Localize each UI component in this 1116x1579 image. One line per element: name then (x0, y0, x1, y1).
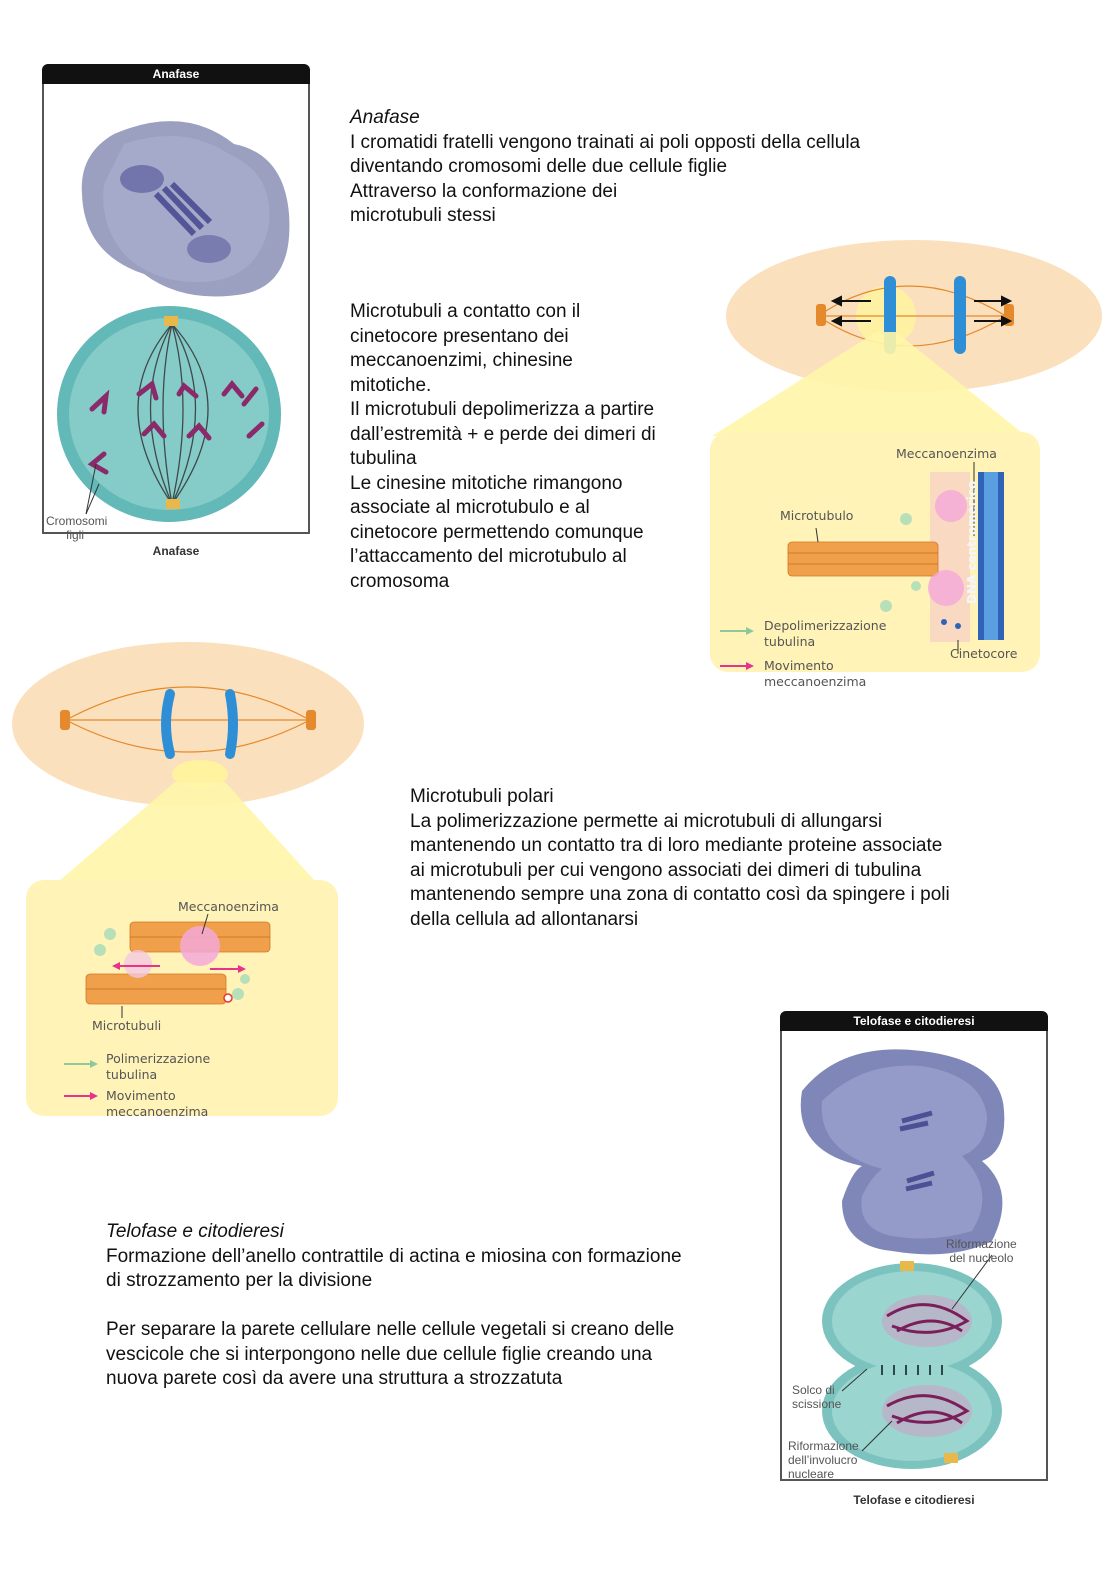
microtubuli-line: mitotiche. (350, 374, 432, 396)
anafase-illustration (44, 84, 308, 534)
cinetocore-label: Cinetocore (950, 646, 1018, 661)
anafase-figure-header: Anafase (42, 64, 310, 84)
cromosomi-label-line1: Cromosomi (46, 514, 108, 528)
microtubuli-line: Le cinesine mitotiche rimangono (350, 472, 623, 494)
kinetochore-diagram (706, 236, 1106, 696)
anafase-line: I cromatidi fratelli vengono trainati ai poli opposti della cellula (350, 131, 861, 153)
telofase-line: nuova parete così da avere una struttura a strozzatuta (106, 1368, 563, 1389)
polari-line: ai microtubuli per cui vengono associati dei dimeri di tubulina (410, 859, 922, 881)
cromosomi-label-line2: figli (65, 528, 84, 542)
polar-diagram (10, 634, 366, 1124)
telofase-figure-header: Telofase e citodieresi (780, 1011, 1048, 1031)
telofase-line: Per separare la parete cellulare nelle cellule vegetali si creano delle (106, 1319, 675, 1340)
telofase-figure (780, 1011, 1048, 1507)
microtubuli-line: cinetocore permettendo comunque (350, 521, 644, 543)
telofase-line: vescicole che si interpongono nelle due cellule figlie creando una (106, 1343, 653, 1365)
polari-text-block (410, 785, 950, 932)
microtubuli-line: associate al microtubulo e al (350, 497, 590, 518)
microtubuli-line: tubulina (350, 448, 417, 469)
telofase-title: Telofase e citodieresi (106, 1221, 284, 1242)
polari-line: La polimerizzazione permette ai microtubuli di allungarsi (410, 810, 883, 832)
telofase-figure-caption: Telofase e citodieresi (853, 1493, 975, 1507)
anafase-line: Attraverso la conformazione dei (350, 180, 618, 202)
microtubuli-line: meccanoenzimi, chinesine (350, 350, 573, 371)
microtubuli-line: Microtubuli a contatto con il (350, 301, 581, 322)
dna-centromerico-label: DNA centromerico (965, 480, 979, 604)
polari-line: mantenendo un contatto tra di loro mediante proteine associate (410, 835, 943, 856)
microtubuli-line: l’attaccamento del microtubulo al (350, 546, 627, 567)
legend-depolimerizzazione: Depolimerizzazione tubulina (764, 618, 887, 649)
meccanoenzima-label-polar: Meccanoenzima (178, 899, 279, 914)
microtubuli-text-block (350, 300, 656, 594)
polari-line: della cellula ad allontanarsi (410, 908, 639, 930)
involucro-label: Riformazione dell’involucro nucleare (788, 1439, 859, 1481)
anafase-figure-frame (42, 84, 310, 542)
telofase-text-block (106, 1220, 682, 1392)
microtubuli-line: cromosoma (350, 570, 450, 592)
legend-movimento-polar: Movimento meccanoenzima (106, 1088, 209, 1119)
legend-polimerizzazione: Polimerizzazione tubulina (106, 1051, 211, 1082)
microtubuli-line: Il microtubuli depolimerizza a partire (350, 399, 655, 420)
anafase-text-block (350, 106, 860, 229)
telofase-line: Formazione dell’anello contrattile di actina e miosina con formazione (106, 1245, 682, 1267)
telofase-figure-frame (780, 1031, 1048, 1481)
anafase-line: microtubuli stessi (350, 205, 496, 226)
anafase-figure (42, 64, 310, 558)
meccanoenzima-label: Meccanoenzima (896, 446, 997, 461)
telofase-line: di strozzamento per la divisione (106, 1270, 373, 1291)
microtubulo-label: Microtubulo (780, 508, 854, 523)
anafase-figure-caption: Anafase (152, 544, 200, 558)
telofase-line (106, 1294, 682, 1319)
anafase-line: diventando cromosomi delle due cellule figlie (350, 156, 728, 177)
microtubuli-line: dall’estremità + e perde dei dimeri di (350, 423, 656, 445)
anafase-title: Anafase (350, 107, 420, 128)
polari-line: mantenendo sempre una zona di contatto così da spingere i poli (410, 884, 950, 905)
microtubuli-line: cinetocore presentano dei (350, 325, 569, 347)
nucleolo-label: Riformazione del nucleolo (946, 1237, 1017, 1265)
microtubuli-label: Microtubuli (92, 1018, 162, 1033)
solco-label: Solco di scissione (792, 1383, 842, 1411)
legend-movimento: Movimento meccanoenzima (764, 658, 867, 689)
polari-line: Microtubuli polari (410, 786, 554, 807)
